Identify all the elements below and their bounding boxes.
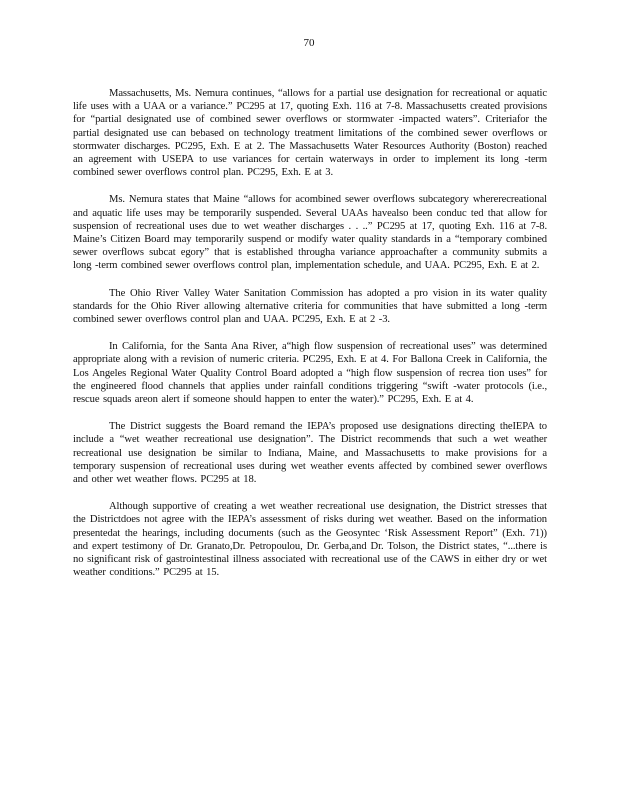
body-text <box>73 87 547 594</box>
paragraph-district-suggestion: The District suggests the Board remand the IEPA’s proposed use designations directing theIEPA to include a “wet weather recreational use designation”. The District recommends that such a wet weather recreational use designation be similar to Indiana, Maine, and Massachusetts to make provisions for a temporary suspension of recreational uses during wet weather events affected by combined sewer overflows and other wet weather flows. PC295 at 18. <box>73 421 547 486</box>
paragraph-district-risk: Although supportive of creating a wet weather recreational use designation, the District stresses that the Districtdoes not agree with the IEPA’s assessment of risks during wet weather. Based on the information presentedat the hearings, including documents (such as the Geosyntec ‘Risk Assessment Report” (Exh. 71)) and expert testimony of Dr. Granato,Dr. Petropoulou, Dr. Gerba,and Dr. Tolson, the District states, “...there is no significant risk of gastrointestinal illness associated with recreational use of the CAWS in either dry or wet weather conditions.” PC295 at 15. <box>73 501 547 579</box>
paragraph-maine: Ms. Nemura states that Maine “allows for acombined sewer overflows subcategory whererecreational and aquatic life uses may be temporarily suspended. Several UAAs havealso been conduc ted that allow for suspension of recreational uses due to wet weather discharges . . ..” PC295 at 17, quoting Exh. 116 at 7-8. Maine’s Citizen Board may temporarily suspend or modify water quality standards in a “temporary combined sewer overflows subcat egory” that is established througha variance approachafter a community submits a long -term combined sewer overflows control plan, implementation schedule, and UAA. PC295, Exh. E at 2. <box>73 194 547 272</box>
page-number: 70 <box>303 37 315 49</box>
paragraph-california: In California, for the Santa Ana River, a“high flow suspension of recreational uses” was determined appropriate along with a revision of numeric criteria. PC295, Exh. E at 4. For Ballona Creek in California, the Los Angeles Regional Water Quality Control Board adopted a “high flow suspension of recrea tion uses” for the engineered flood channels that applies under rainfall conditions triggering “swift -water protocols (i.e., rescue squads areon alert if someone should happen to enter the water).” PC295, Exh. E at 4. <box>73 341 547 406</box>
paragraph-ohio-river: The Ohio River Valley Water Sanitation Commission has adopted a pro vision in its water quality standards for the Ohio River allowing alternative criteria for communities that have submitted a long -term combined sewer overflows control plan and UAA. PC295, Exh. E at 2 -3. <box>73 287 547 326</box>
paragraph-massachusetts: Massachusetts, Ms. Nemura continues, “allows for a partial use designation for recreational or aquatic life uses with a UAA or a variance.” PC295 at 17, quoting Exh. 116 at 7-8. Massachusetts created provisions for “partial designated use of combined sewer overflows or stormwater -impacted waters”. Criteriafor the partial designated use can bebased on technology treatment limitations of the combined sewer overflows or stormwater discharges. PC295, Exh. E at 2. The Massachusetts Water Resources Authority (Boston) reached an agreement with USEPA to use variances for certain waterways in order to implement its long -term combined sewer overflows control plan. PC295, Exh. E at 3. <box>73 88 547 179</box>
